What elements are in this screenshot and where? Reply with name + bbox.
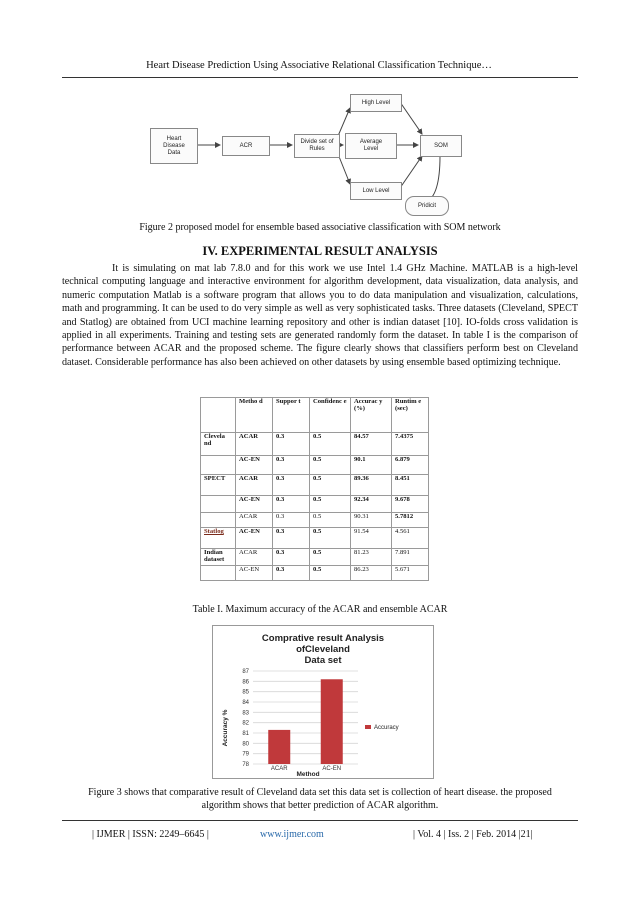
bar-ac-en <box>321 679 343 764</box>
figure-2-flowchart <box>150 88 495 216</box>
footer-website-link[interactable]: www.ijmer.com <box>260 829 324 840</box>
table-row <box>201 496 429 513</box>
running-head: Heart Disease Prediction Using Associative Relational Classification Technique… <box>146 60 492 71</box>
table-cell: 89.36 <box>351 475 392 496</box>
flow-box-divide-rules: Divide set of Rules <box>294 134 340 158</box>
table-row <box>201 456 429 475</box>
y-tick-label: 81 <box>242 731 249 737</box>
table-cell <box>201 456 236 475</box>
table-cell: 84.57 <box>351 433 392 456</box>
footer-rule <box>62 820 578 821</box>
table-cell: 0.3 <box>273 513 310 528</box>
table-cell: 5.7812 <box>392 513 429 528</box>
table-cell: 0.3 <box>273 496 310 513</box>
chart-y-axis-label: Accuracy % <box>222 709 229 747</box>
flow-box-high-level: High Level <box>350 94 402 112</box>
flow-box-acr: ACR <box>222 136 270 156</box>
table-cell: 5.671 <box>392 566 429 581</box>
table-cell: 0.5 <box>310 566 351 581</box>
table-cell: 0.5 <box>310 528 351 549</box>
table-cell: 0.3 <box>273 433 310 456</box>
x-tick-label: ACAR <box>270 766 288 772</box>
flow-box-som: SOM <box>420 135 462 157</box>
chart-title-line-3: Data set <box>304 655 342 666</box>
chart-x-axis-label: Method <box>296 771 320 778</box>
table-cell <box>201 496 236 513</box>
table-header-cell: Suppor t <box>273 398 310 433</box>
results-table <box>200 397 429 581</box>
table-cell: Statlog <box>201 528 236 549</box>
table-cell: 0.5 <box>310 549 351 566</box>
figure-3-caption: Figure 3 shows that comparative result of Cleveland data set this data set is collection of heart disease. the proposed algorithm shows that better prediction of ACAR algorithm. <box>88 787 552 811</box>
y-tick-label: 84 <box>242 700 249 706</box>
table-row <box>201 528 429 549</box>
table-row <box>201 475 429 496</box>
footer-journal: | IJMER | ISSN: 2249–6645 | <box>92 829 209 840</box>
table-cell: AC-EN <box>236 456 273 475</box>
table-cell: Indian dataset <box>201 549 236 566</box>
figure-2-caption: Figure 2 proposed model for ensemble based associative classification with SOM network <box>139 222 501 233</box>
table-cell <box>201 566 236 581</box>
table-cell: AC-EN <box>236 566 273 581</box>
chart-y-tick-labels <box>242 669 249 768</box>
table-cell: ACAR <box>236 549 273 566</box>
y-tick-label: 86 <box>242 679 249 686</box>
table-1-caption: Table I. Maximum accuracy of the ACAR and ensemble ACAR <box>192 604 448 615</box>
y-tick-label: 87 <box>242 669 249 675</box>
table-1 <box>200 397 429 581</box>
figure-3-chart <box>212 625 434 779</box>
table-cell: 4.561 <box>392 528 429 549</box>
table-cell: 0.5 <box>310 456 351 475</box>
table-cell: 0.3 <box>273 456 310 475</box>
table-row <box>201 549 429 566</box>
flow-box-predict: Pridicit <box>405 196 449 216</box>
table-header-cell: Confidenc e <box>310 398 351 433</box>
table-header-row <box>201 398 429 433</box>
table-cell: 6.879 <box>392 456 429 475</box>
flow-box-average-level: Average Level <box>345 133 397 159</box>
table-cell: 0.5 <box>310 475 351 496</box>
y-tick-label: 83 <box>242 710 249 717</box>
table-cell: 7.4375 <box>392 433 429 456</box>
table-cell: 0.3 <box>273 528 310 549</box>
legend-swatch <box>365 725 371 729</box>
legend-label: Accuracy <box>374 725 399 731</box>
table-row <box>201 433 429 456</box>
body-paragraph-text: It is simulating on mat lab 7.8.0 and for this work we use Intel 1.4 GHz Machine. MATLAB is a high-level technical computing language and interactive environment for algorithm development, data visualization, data analysis, and numeric computation Matlab is a software program that allows you to do data manipulation and visualization, calculations, math and programming. It can be used to do very simple as well as very sophisticated tasks. Three datasets (Cleveland, SPECT and Statlog) are obtained from UCI machine learning repository and other is indian dataset [10]. IO-folds cross validation is applied in all experiments. Training and testing sets are generated randomly form the dataset. In table I is the comparison of performance between ACAR and the proposed scheme. The figure clearly shows that classifiers perform best on Cleveland dataset. Considerable performance has also been achieved on other datasets by using ensemble based optimizing technique. <box>62 263 578 368</box>
y-tick-label: 85 <box>242 689 249 696</box>
table-cell: 0.3 <box>273 475 310 496</box>
table-header-cell <box>201 398 236 433</box>
table-cell: 81.23 <box>351 549 392 566</box>
chart-svg <box>213 626 433 778</box>
bar-acar <box>268 730 290 764</box>
table-header-cell: Accurac y (%) <box>351 398 392 433</box>
table-cell: 0.5 <box>310 513 351 528</box>
flow-box-heart-data: Heart Disease Data <box>150 128 198 164</box>
table-cell: SPECT <box>201 475 236 496</box>
chart-title-line-1: Comprative result Analysis <box>261 633 385 644</box>
table-cell: AC-EN <box>236 496 273 513</box>
section-heading: IV. EXPERIMENTAL RESULT ANALYSIS <box>202 244 438 258</box>
table-cell: 0.3 <box>273 566 310 581</box>
table-cell: 90.31 <box>351 513 392 528</box>
y-tick-label: 82 <box>242 720 249 727</box>
table-cell: 0.5 <box>310 496 351 513</box>
table-cell: 7.891 <box>392 549 429 566</box>
y-tick-label: 78 <box>242 762 249 768</box>
table-cell: ACAR <box>236 433 273 456</box>
table-cell: 86.23 <box>351 566 392 581</box>
header-rule <box>62 77 578 78</box>
y-tick-label: 79 <box>242 751 249 758</box>
table-header-cell: Metho d <box>236 398 273 433</box>
footer-volume: | Vol. 4 | Iss. 2 | Feb. 2014 |21| <box>413 829 533 840</box>
table-row <box>201 513 429 528</box>
table-cell: 8.451 <box>392 475 429 496</box>
table-cell: 9.678 <box>392 496 429 513</box>
table-cell: ACAR <box>236 513 273 528</box>
body-paragraph <box>62 262 578 369</box>
table-cell: 91.54 <box>351 528 392 549</box>
table-cell: 90.1 <box>351 456 392 475</box>
table-cell <box>201 513 236 528</box>
table-row <box>201 566 429 581</box>
y-tick-label: 80 <box>242 741 249 748</box>
table-cell: 0.3 <box>273 549 310 566</box>
flow-box-low-level: Low Level <box>350 182 402 200</box>
table-cell: ACAR <box>236 475 273 496</box>
table-cell: AC-EN <box>236 528 273 549</box>
table-header-cell: Runtim e (sec) <box>392 398 429 433</box>
table-cell: 92.34 <box>351 496 392 513</box>
chart-title-line-2: ofCleveland <box>296 644 350 655</box>
x-tick-label: AC-EN <box>322 766 342 772</box>
table-cell: Clevela nd <box>201 433 236 456</box>
table-cell: 0.5 <box>310 433 351 456</box>
